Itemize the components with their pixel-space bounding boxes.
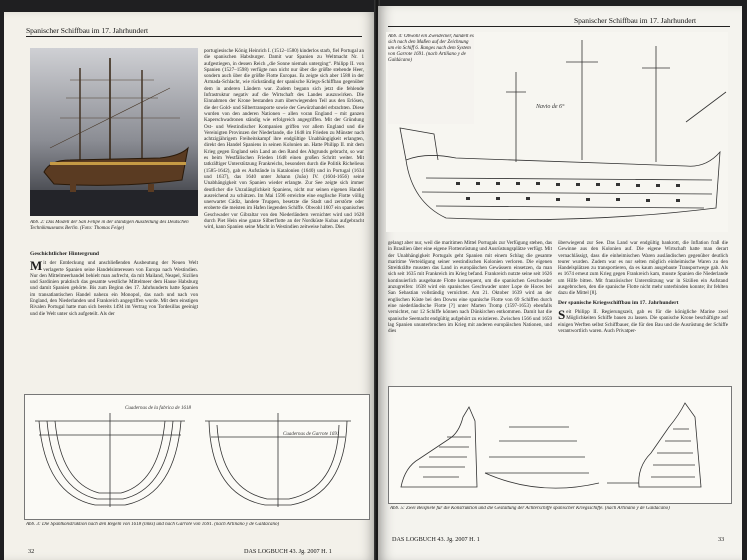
journal-footer: DAS LOGBUCH 43. Jg. 2007 H. 1 bbox=[392, 536, 480, 543]
section-heading: Der spanische Kriegsschiffbau im 17. Jahrhundert bbox=[558, 299, 679, 306]
right-column-2 bbox=[558, 240, 728, 382]
header-rule bbox=[388, 26, 730, 27]
photo-caption: Abb. 2: Das Modell der San Felipe in der ständigen Ausstellung des Deutschen Technikmuseums Berlin. (Foto: Thomas Feige) bbox=[30, 220, 189, 231]
left-page bbox=[4, 12, 376, 560]
frame-construction-figure bbox=[24, 394, 370, 520]
stern-construction-figure bbox=[388, 386, 732, 504]
frame-drawings bbox=[25, 395, 369, 519]
dropcap: S bbox=[558, 306, 566, 322]
page-number: 32 bbox=[28, 548, 35, 555]
right-column-1 bbox=[388, 240, 552, 382]
stern-drawings bbox=[389, 387, 731, 503]
paragraph-text: portugiesische König Heinrich I. (1512–1580) kinderlos starb, fiel Portugal an die spanischen Habsburger. Damit war Spanien zu Weltmacht Nr. 1 aufgestiegen, in dessen Reich „die Sonne niemals unterging“. Philipp II. von Spanien (1527–1598) verfügte nun nicht nur über die größte stehende Heer, sondern auch über die größte Flotte Europas. Es zeigte sich aber 1588 in der Armada-Schlacht, wie rückständig der spanische Kriegs-Schiffbau gegenüber dem in anderen Ländern war. Zudem begann sich jetzt die fehlende Infrastruktur negativ auf die Wirtschaft des Landes auszuwirken. Die Einnahmen der Krone bestanden zum überwiegenden Teil aus den Erlösen, die der Gold- und Silbertransporte sowie der Gewürzhandel erbrachten. Diese wurden von den anderen Nationen – allen voran England – mit ganzen Kaperschwadronen ständig wie erfolgreich angegriffen. Mit der Gründung Ost- und Westindischer Kompanien griffen vor allem England und die Vereinigten Provinzen der Niederlande, die 1648 im Frieden zu Münster nach achtzigjährigem Freiheitskampf ihre endgültige Unabhängigkeit erlangten, direkt den Handel Spaniens in seinen Kolonien an. Hatte Philipp II. mit dem Krieg gegen England sein Land an den Rand des Abgrunds gebracht, so war es beim Westfälischen Frieden 1648 einen großen Schritt weiter. Mit tatkräftiger Unterstützung Frankreichs, besonders durch die Politik Richelieus (1585-1642), gab es Aufstände in Katalonien (1640) und in Portugal (1634 und 1637), das 1640 unter Johann (João) IV. (1604-1656) seine Unabhängigkeit von Spanien wieder erlangte. Zur See zeigte sich immer deutlicher die Unzulänglichkeit Spaniens, nicht nur seinen eigenen Handel ausreichend zu schützen. Im Mai 1596 erreichte eine englische Flotte völlig unerwartet Cádiz, landete Truppen, besetzte die Stadt und zerstörte oder eroberte die meisten im Hafen liegenden Schiffe. Obwohl 1607 ein spanisches Geschwader vor Gibraltar von den Niederländern vernichtet wird und 1628 durch Piet Hein eine ganze Silberflotte an der Nordküste Kubas aufgebracht wird, kann Spanien seine Macht in Westindien zeitweise halten. Dies bbox=[204, 48, 364, 231]
paragraph-text: überwiegend zur See. Das Land war endgültig bankrott, die Inflation fraß die Gewinne aus den Kolonien auf. Die eigene Wirtschaft hatte man derart vernachlässigt, dass die einheimischen Waren ausländischen gegenüber deutlich teurer wurden. Zudem war es nur selten möglich einheimische Waren zu den Handelsplätzen zu transportieren, da es kaum ausgebaute Transportwege gab. Als es 1674 erneut zum Krieg gegen Frankreich kam, musste Spanien die Niederlande um Hilfe bitten. Mit französischer Unterstützung war in Sizilien ein Aufstand ausgebrochen, den die spanische Flotte nicht mehr unterbinden konnte; ihr fehlten dazu die Mittel [8]. bbox=[558, 240, 728, 297]
figure-caption: Abb. 3: Die Spantkonstruktion nach den Regeln von 1618 (links) und nach Garrote von 1691. (nach Artiñano y de Galdácano) bbox=[26, 522, 280, 527]
paragraph-text: eit Philipp II. Regierungszeit, gab es für die königliche Marine zwei Möglichkeiten Schiffe bauen zu lassen. Die spanische Krone beschäftigte auf einigen Werften selbst Schiffbauer, die für den Bau und die Ausrüstung der Schiffe verantwortlich waren. Auch Privatper- bbox=[558, 308, 728, 334]
handwritten-label-right: Cuadernas de Garrote 1691 bbox=[283, 432, 340, 437]
paragraph bbox=[30, 260, 198, 317]
paragraph bbox=[558, 306, 728, 334]
paragraph-text: gelangt aber nur, weil die maritimen Mittel Portugals zur Verfügung stehen, das in Brasilien über eine eigene Flottenrüstung und Ausrüstungsplätze verfügt. Mit der Unabhängigkeit Portugals geht Spanien mit einem Schlag die gesamte maritime Verteidigung seiner westindischen Kolonien verloren. Die eigenen Streitkräfte mussten das Land in europäischen Gewässern einsetzen, da man sich seit 1635 mit Frankreich im Krieg befand. Frankreich nutzte seine seit 1626 kontinuierlich ausgebaute Flotte konsequent, um die spanischen Geschwader anzugreifen: 1638 wird ein spanisches Geschwader unter Lope de Hoces bei San Sebastian vollständig vernichtet. Am 21. Oktober 1639 wird an der englischen Küste bei den Downs eine spanische Flotte von 69 Schiffen durch eine niederländische Flotte [?] unter Marten Tromp (1597-1653) ebenfalls vernichtet, nur 12 Schiffe können nach Dünkirchen entkommen. Damit hat die spanische Seemacht endgültig aufgehört zu existieren. Zwischen 1566 und 1659 lag Spanien ununterbrochen im Krieg mit anderen europäischen Nationen, und dies bbox=[388, 240, 552, 335]
ship-model-image bbox=[30, 48, 198, 216]
running-header: Spanischer Schiffbau im 17. Jahrhundert bbox=[574, 16, 697, 25]
fig5-caption: Abb. 5: Zwei Beispiele für die Konstruktion und die Gestaltung der Achterschiffe spanischer Kriegsschiffe. (nach Artiñano y de Galdácano) bbox=[390, 506, 670, 511]
left-column-2 bbox=[204, 48, 364, 394]
journal-footer: DAS LOGBUCH 43. Jg. 2007 H. 1 bbox=[244, 548, 332, 555]
dropcap: M bbox=[30, 258, 43, 274]
handwritten-label-left: Cuadernas de la fabrica de 1618 bbox=[125, 406, 191, 411]
header-rule bbox=[26, 36, 362, 37]
right-page bbox=[378, 6, 742, 560]
handwritten-annotation: Navio de 6° bbox=[536, 104, 565, 110]
fig4-caption: Abb. 4: Obwohl ein Zweidecker, handelt es sich nach den Maßen auf der Zeichnung um ein Schiff 6. Ranges nach dem System von Garrote 1691. (nach Artiñano y de Galdácano) bbox=[388, 34, 474, 124]
paragraph-text: it der Entdeckung und anschließenden Ausbeutung der Neuen Welt verlagerte Spanien seine Handelsinteressen von Europa nach Westindien. Nur den Mittelmeerhandel behielt man aufrecht, da mit Mailand, Neapel, Sizilien und Sardinien praktisch das gesamte westliche Mittelmeer dem Hause Habsburg und damit Spanien gehörte. Bis zum Beginn des 17. Jahrhunderts hatte Spanien im transatlantischen Handel nahezu ein Monopol, das nach und nach von England, den Niederlanden und Frankreich angegriffen wurde. Mit dem einstigen Rivalen Portugal hatte man sich bereits 1494 im Vertrag von Tordesillas geeinigt und die Welt unter sich aufgeteilt. Als der bbox=[30, 260, 198, 317]
running-header: Spanischer Schiffbau im 17. Jahrhundert bbox=[26, 26, 149, 35]
left-column-1 bbox=[30, 248, 198, 394]
ship-model-photo bbox=[30, 48, 198, 216]
section-heading: Geschichtlicher Hintergrund bbox=[30, 251, 100, 257]
page-number: 33 bbox=[718, 536, 725, 543]
